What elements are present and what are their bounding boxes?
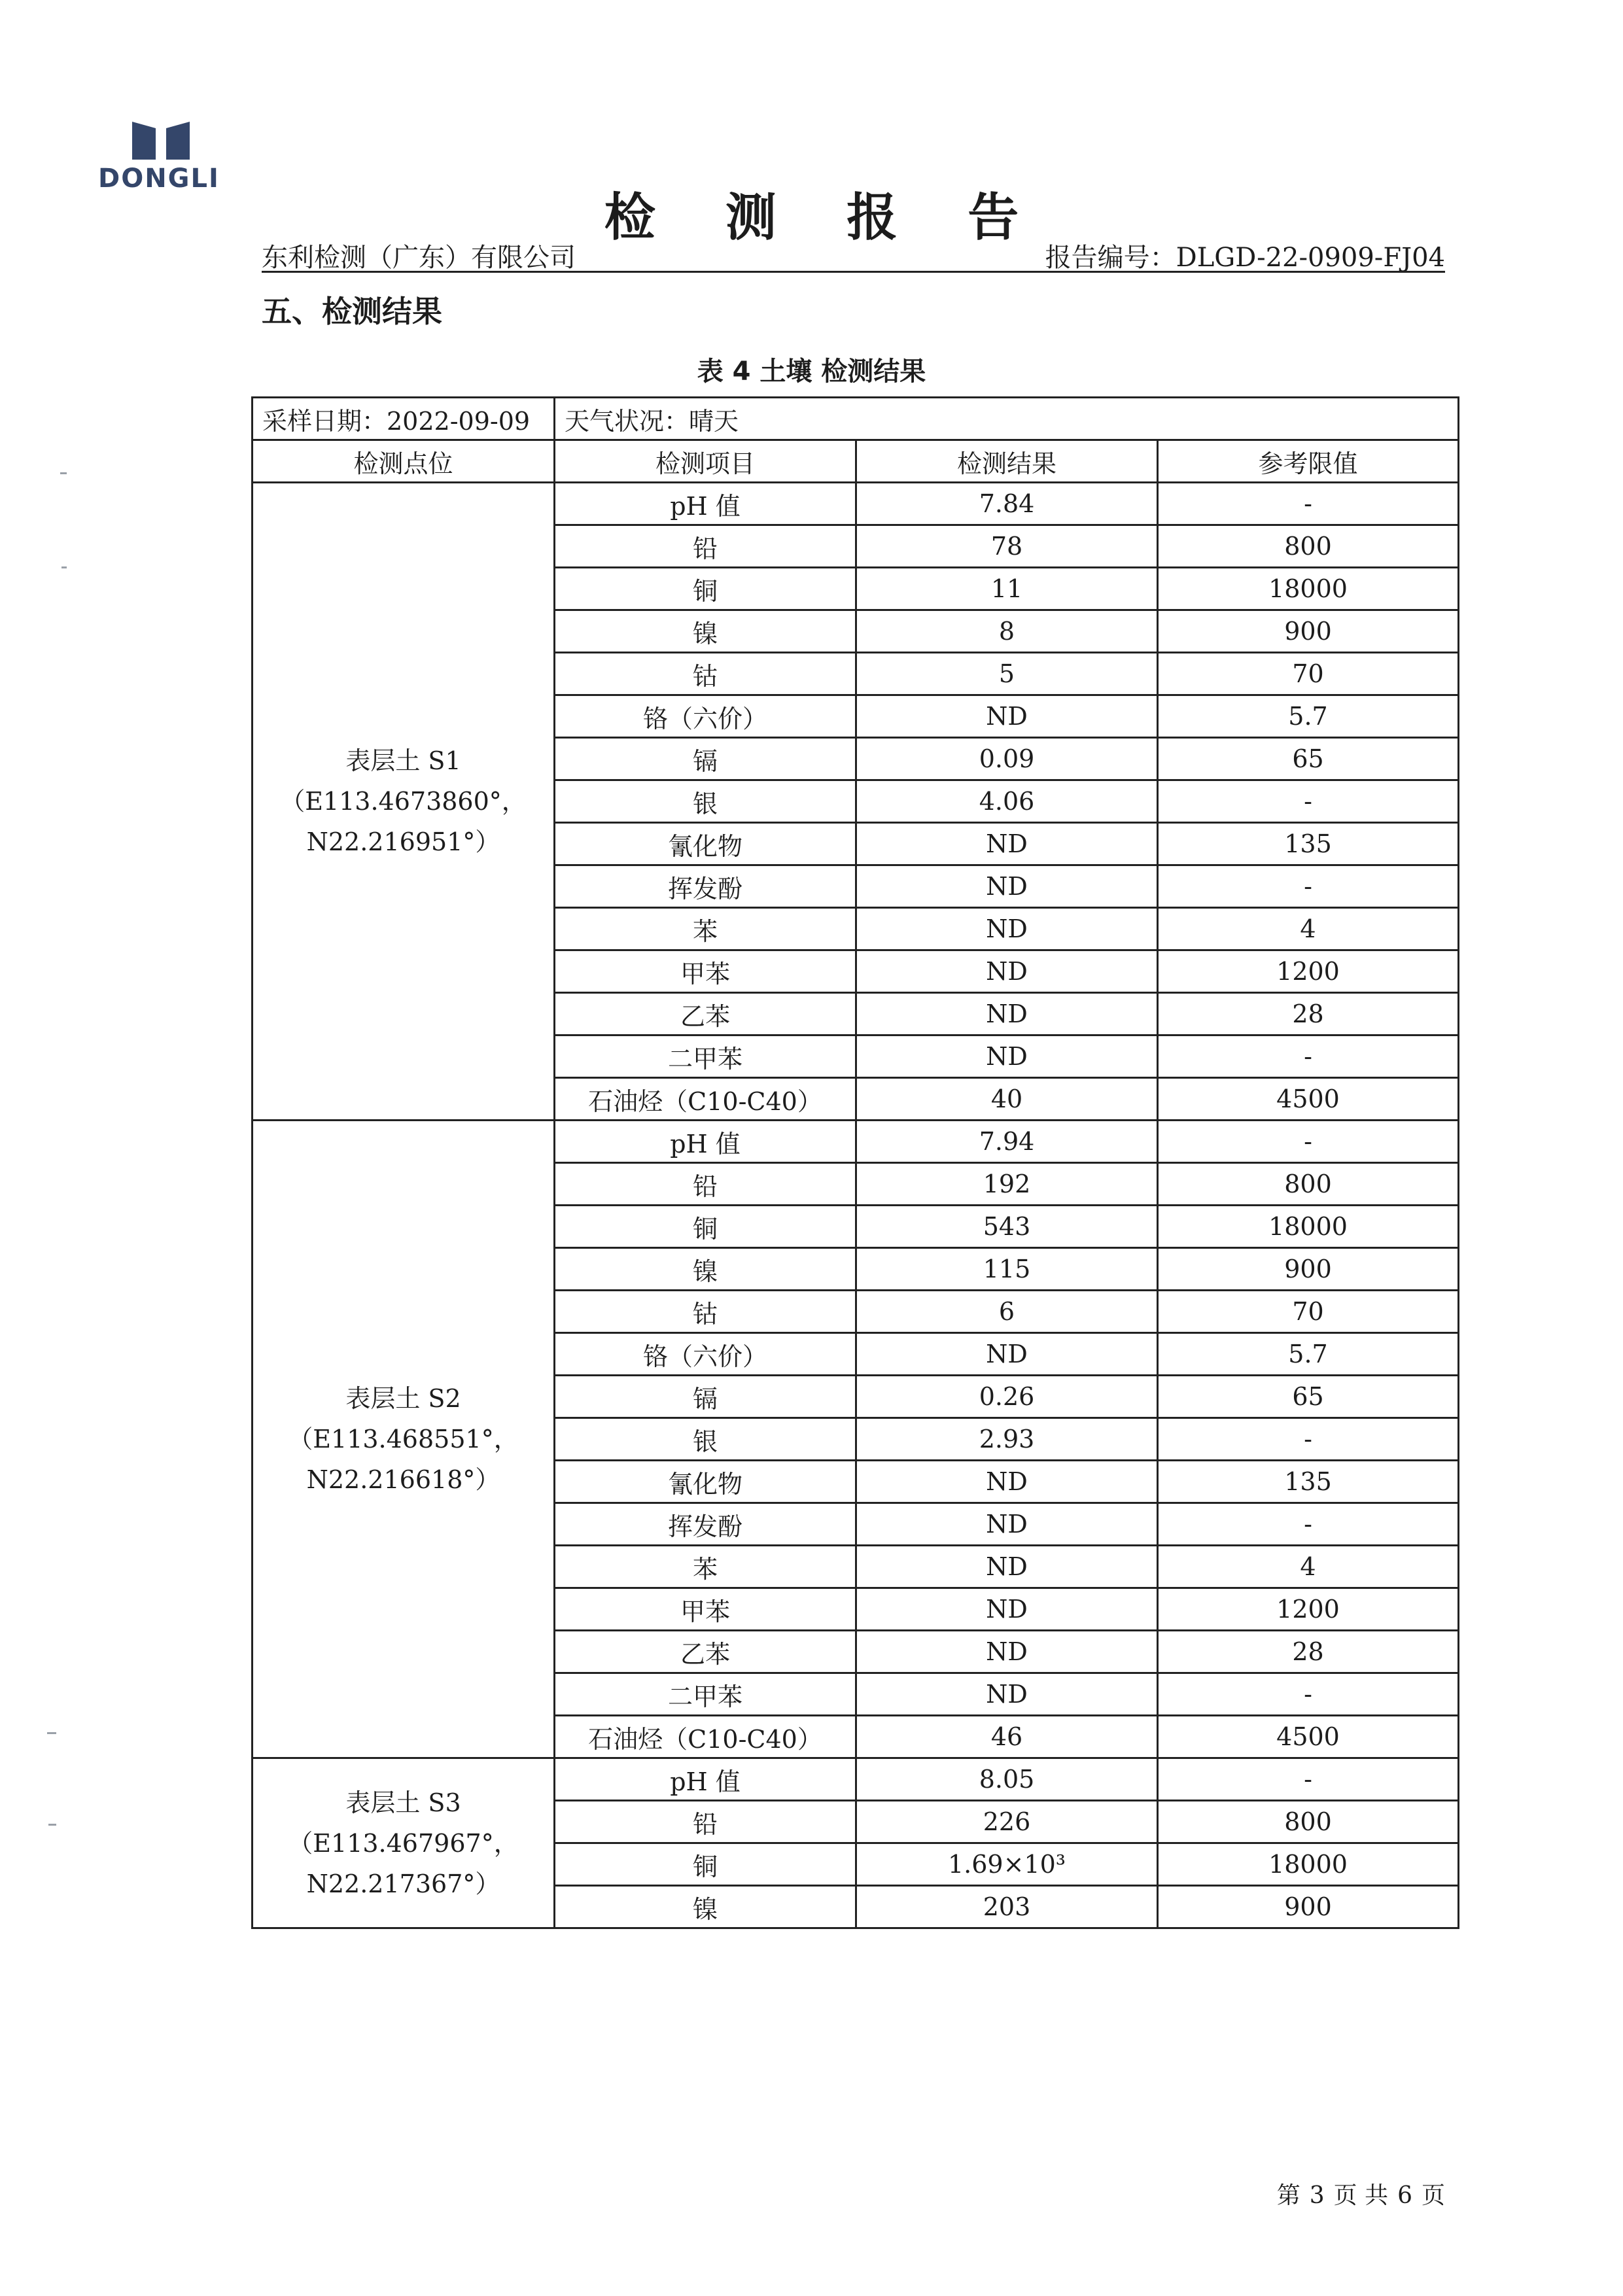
item-cell: 甲苯 (555, 1588, 856, 1631)
item-cell: 铬（六价） (555, 1333, 856, 1376)
company-name: 东利检测（广东）有限公司 (262, 243, 576, 273)
result-cell: ND (856, 993, 1158, 1035)
result-cell: 203 (856, 1886, 1158, 1928)
results-table (251, 396, 1459, 1929)
limit-cell: 28 (1158, 1631, 1459, 1673)
item-cell: pH 值 (555, 1121, 856, 1163)
limit-cell: 4 (1158, 1546, 1459, 1588)
logo-text: DONGLI (98, 164, 220, 194)
site-coord-e: （E113.467967°， (288, 1828, 519, 1858)
site-cell (253, 483, 555, 1121)
item-cell: 苯 (555, 908, 856, 950)
dongli-mark-icon (130, 118, 192, 160)
site-name: 表层土 S2 (345, 1384, 461, 1413)
limit-cell: - (1158, 1503, 1459, 1546)
site-coord-e: （E113.4673860°， (280, 787, 527, 816)
limit-cell: 800 (1158, 1801, 1459, 1843)
result-cell: 1.69×10³ (856, 1843, 1158, 1886)
result-cell: ND (856, 1035, 1158, 1078)
table-row (253, 1121, 1459, 1163)
item-cell: 镉 (555, 1376, 856, 1418)
table-caption: 表 4 土壤 检测结果 (697, 357, 926, 387)
site-cell (253, 1758, 555, 1928)
site-name: 表层土 S1 (345, 746, 461, 775)
column-header: 检测项目 (555, 440, 856, 483)
scan-speck (48, 1824, 56, 1826)
item-cell: 乙苯 (555, 993, 856, 1035)
item-cell: 挥发酚 (555, 865, 856, 908)
item-cell: 镍 (555, 610, 856, 653)
result-cell: 40 (856, 1078, 1158, 1121)
column-header: 检测结果 (856, 440, 1158, 483)
sampling-date: 采样日期：2022-09-09 (253, 398, 555, 440)
item-cell: pH 值 (555, 483, 856, 525)
limit-cell: 1200 (1158, 1588, 1459, 1631)
item-cell: 乙苯 (555, 1631, 856, 1673)
result-cell: 11 (856, 568, 1158, 610)
report-number (1045, 237, 1445, 274)
site-coord-n: N22.216618°） (306, 1465, 500, 1494)
item-cell: 铜 (555, 1206, 856, 1248)
result-cell: ND (856, 1503, 1158, 1546)
result-cell: 78 (856, 525, 1158, 568)
limit-cell: 65 (1158, 1376, 1459, 1418)
item-cell: 氰化物 (555, 1461, 856, 1503)
limit-cell: - (1158, 483, 1459, 525)
result-cell: 8 (856, 610, 1158, 653)
limit-cell: 5.7 (1158, 1333, 1459, 1376)
result-cell: 8.05 (856, 1758, 1158, 1801)
item-cell: 二甲苯 (555, 1035, 856, 1078)
column-header: 参考限值 (1158, 440, 1459, 483)
item-cell: 铅 (555, 525, 856, 568)
item-cell: 钴 (555, 1291, 856, 1333)
column-header: 检测点位 (253, 440, 555, 483)
item-cell: 苯 (555, 1546, 856, 1588)
limit-cell: 4500 (1158, 1716, 1459, 1758)
limit-cell: 4 (1158, 908, 1459, 950)
result-cell: 6 (856, 1291, 1158, 1333)
limit-cell: - (1158, 1673, 1459, 1716)
result-cell: ND (856, 1673, 1158, 1716)
table-meta-row (253, 398, 1459, 440)
limit-cell: - (1158, 1758, 1459, 1801)
result-cell: 0.26 (856, 1376, 1158, 1418)
site-name: 表层土 S3 (345, 1788, 461, 1817)
item-cell: 铬（六价） (555, 695, 856, 738)
limit-cell: 1200 (1158, 950, 1459, 993)
limit-cell: 70 (1158, 653, 1459, 695)
limit-cell: - (1158, 1035, 1459, 1078)
result-cell: 192 (856, 1163, 1158, 1206)
limit-cell: 18000 (1158, 568, 1459, 610)
site-cell (253, 1121, 555, 1758)
result-cell: 115 (856, 1248, 1158, 1291)
item-cell: 二甲苯 (555, 1673, 856, 1716)
limit-cell: 5.7 (1158, 695, 1459, 738)
limit-cell: 800 (1158, 1163, 1459, 1206)
item-cell: 甲苯 (555, 950, 856, 993)
limit-cell: 4500 (1158, 1078, 1459, 1121)
result-cell: 7.94 (856, 1121, 1158, 1163)
result-cell: ND (856, 823, 1158, 865)
header-rule (262, 271, 1445, 273)
limit-cell: 900 (1158, 1248, 1459, 1291)
table-header-row (253, 440, 1459, 483)
item-cell: 铅 (555, 1163, 856, 1206)
result-cell: ND (856, 1631, 1158, 1673)
document-title: 检 测 报 告 (604, 188, 1045, 247)
limit-cell: 28 (1158, 993, 1459, 1035)
limit-cell: - (1158, 1121, 1459, 1163)
item-cell: 镍 (555, 1886, 856, 1928)
item-cell: 石油烃（C10-C40） (555, 1716, 856, 1758)
item-cell: 镉 (555, 738, 856, 780)
result-cell: 5 (856, 653, 1158, 695)
report-number-value: DLGD-22-0909-FJ04 (1176, 243, 1445, 273)
scan-speck (61, 566, 67, 568)
item-cell: 石油烃（C10-C40） (555, 1078, 856, 1121)
result-cell: ND (856, 1461, 1158, 1503)
limit-cell: 65 (1158, 738, 1459, 780)
limit-cell: 18000 (1158, 1206, 1459, 1248)
item-cell: 氰化物 (555, 823, 856, 865)
result-cell: ND (856, 1588, 1158, 1631)
result-cell: 46 (856, 1716, 1158, 1758)
item-cell: 铅 (555, 1801, 856, 1843)
result-cell: ND (856, 1333, 1158, 1376)
item-cell: 铜 (555, 568, 856, 610)
result-cell: 0.09 (856, 738, 1158, 780)
limit-cell: - (1158, 780, 1459, 823)
limit-cell: - (1158, 865, 1459, 908)
result-cell: ND (856, 865, 1158, 908)
item-cell: 银 (555, 1418, 856, 1461)
page-number: 第 3 页 共 6 页 (1276, 2182, 1445, 2209)
result-cell: 2.93 (856, 1418, 1158, 1461)
result-cell: ND (856, 1546, 1158, 1588)
table-row (253, 483, 1459, 525)
section-title: 五、检测结果 (262, 294, 442, 329)
result-cell: ND (856, 908, 1158, 950)
result-cell: 7.84 (856, 483, 1158, 525)
item-cell: pH 值 (555, 1758, 856, 1801)
limit-cell: 18000 (1158, 1843, 1459, 1886)
site-coord-e: （E113.468551°， (288, 1425, 519, 1453)
weather: 天气状况：晴天 (555, 398, 1459, 440)
site-coord-n: N22.216951°） (306, 827, 500, 856)
table-row (253, 1758, 1459, 1801)
scan-speck (60, 472, 67, 474)
site-coord-n: N22.217367°） (306, 1869, 500, 1898)
result-cell: ND (856, 695, 1158, 738)
item-cell: 铜 (555, 1843, 856, 1886)
limit-cell: 135 (1158, 823, 1459, 865)
result-cell: ND (856, 950, 1158, 993)
result-cell: 226 (856, 1801, 1158, 1843)
scan-speck (47, 1732, 56, 1734)
result-cell: 543 (856, 1206, 1158, 1248)
limit-cell: 800 (1158, 525, 1459, 568)
item-cell: 钴 (555, 653, 856, 695)
limit-cell: - (1158, 1418, 1459, 1461)
item-cell: 挥发酚 (555, 1503, 856, 1546)
limit-cell: 900 (1158, 610, 1459, 653)
report-number-label: 报告编号： (1045, 243, 1176, 273)
limit-cell: 900 (1158, 1886, 1459, 1928)
limit-cell: 70 (1158, 1291, 1459, 1333)
item-cell: 镍 (555, 1248, 856, 1291)
limit-cell: 135 (1158, 1461, 1459, 1503)
result-cell: 4.06 (856, 780, 1158, 823)
item-cell: 银 (555, 780, 856, 823)
